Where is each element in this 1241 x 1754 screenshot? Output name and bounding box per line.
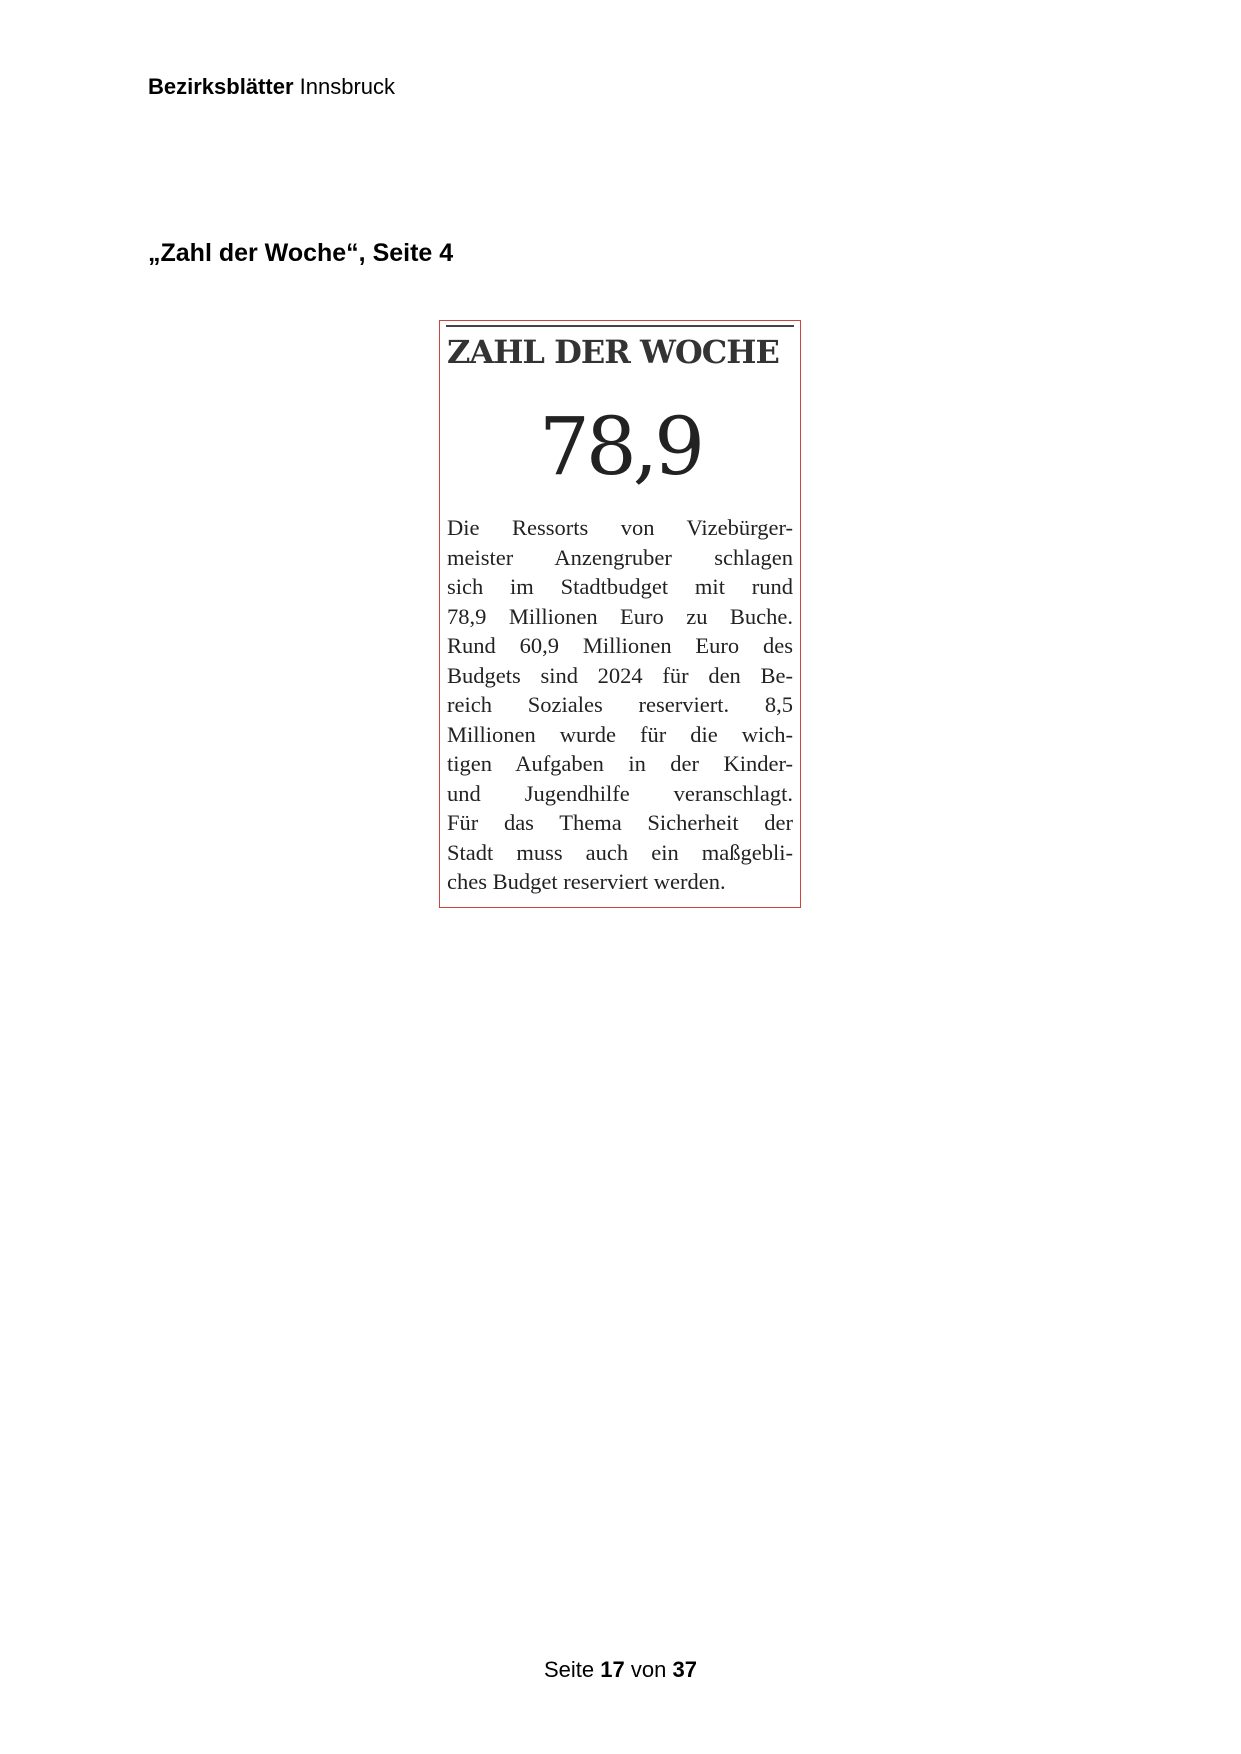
- footer-prefix: Seite: [544, 1657, 595, 1682]
- clipping-body: [447, 513, 793, 897]
- body-line: Millionen wurde für die wich-: [447, 721, 793, 747]
- body-line: Die Ressorts von Vizebürger-: [447, 515, 793, 540]
- body-line: Rund 60,9 Millionen Euro des: [447, 633, 793, 658]
- publication-edition: Innsbruck: [299, 74, 396, 99]
- body-line: Für das Thema Sicherheit der: [447, 810, 793, 835]
- body-line: tigen Aufgaben in der Kinder-: [447, 751, 793, 776]
- newspaper-clipping: [439, 320, 801, 908]
- body-line: reich Soziales reserviert. 8,5: [447, 692, 793, 717]
- body-line: Budgets sind 2024 für den Be-: [447, 662, 793, 688]
- footer-of: von: [630, 1657, 667, 1682]
- body-line: sich im Stadtbudget mit rund: [447, 574, 793, 599]
- section-title: „Zahl der Woche“, Seite 4: [148, 239, 454, 267]
- body-line: meister Anzengruber schlagen: [447, 544, 793, 570]
- body-line: 78,9 Millionen Euro zu Buche.: [447, 603, 793, 629]
- page-footer: [0, 1655, 1241, 1685]
- total-page-count: 37: [672, 1657, 697, 1682]
- clipping-number: 78,9: [538, 400, 702, 493]
- publication-name: Bezirksblätter: [148, 74, 294, 99]
- current-page-number: 17: [600, 1657, 625, 1682]
- body-line: ches Budget reserviert werden.: [447, 869, 726, 894]
- body-line: Stadt muss auch ein maßgebli-: [447, 839, 793, 865]
- clipping-heading: ZAHL DER WOCHE: [447, 333, 779, 371]
- page-header: [148, 72, 395, 102]
- body-line: und Jugendhilfe veranschlagt.: [447, 780, 793, 806]
- clipping-top-rule: [446, 325, 794, 327]
